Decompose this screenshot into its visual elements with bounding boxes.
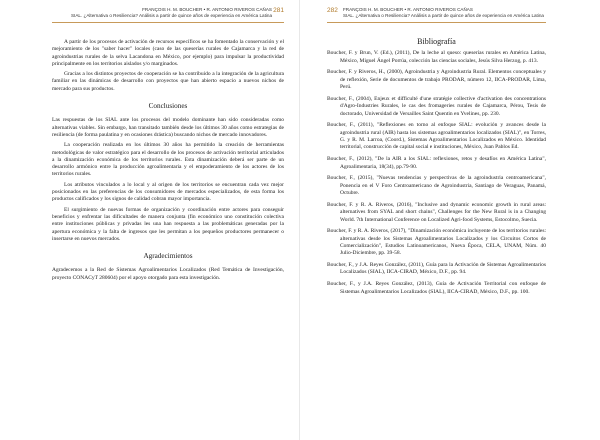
header-title: SIAL. ¿Alternativa o Resiliencia? Análisis a partir de quince años de experiencia en América Latina — [343, 13, 544, 18]
bibliography — [327, 38, 546, 301]
reference-entry: Boucher, F., y J.A. Reyes González, (2013), Guía de Activación Territorial con enfoque de Sistemas Agroalimentarios Localizados (SIAL), IICA-CIRAD, México, D.F., pp. 100. — [327, 281, 546, 295]
reference-entry: Boucher, F., (2011), "Reflexiones en torno al enfoque SIAL: evolución y avances desde la agroindustria rural (AIR) hasta los sistemas agroalimentarios localizados (SIAL)", en Torres, G. y R. M. Larroa, (Coord.), Sistemas Agroalimentarios Localizados en México. Identidad territorial, construcción de capital social e instituciones, México, Juan Pablos Ed. — [327, 122, 546, 151]
right-page — [300, 0, 600, 440]
paragraph: Las respuestas de los SIAL ante los procesos del modelo dominante han sido consideradas como alternativas viables. Sin embargo, han transitado también desde los últimos 30 años como estrategias de resiliencia (de forma paulatina y en ocasiones drástica) buscando nichos de mercado innovadores. — [52, 117, 284, 138]
header-authors: FRANÇOIS H. M. BOUCHER • R. ANTONIO RIVEROS CAÑAS — [142, 7, 272, 12]
acknowledgements-paragraph: Agradecemos a la Red de Sistemas Agroalimentarios Localizados (Red Temática de Investigación, proyecto CONACyT 280604) por el apoyo otorgado para esta investigación. — [52, 267, 284, 281]
reference-entry: Boucher, F. y Brun, V. (Ed.), (2011), De la leche al queso: queserías rurales en América Latina, México, Miguel Ángel Porrúa, colección las ciencias sociales, Jesús Silva Herzog, p. 413. — [327, 50, 546, 64]
left-body-text — [52, 39, 284, 285]
bibliography-heading: Bibliografía — [417, 37, 456, 46]
header-authors: FRANÇOIS H. M. BOUCHER • R. ANTONIO RIVEROS CAÑAS — [343, 7, 473, 12]
header-rule — [327, 22, 546, 23]
reference-entry: Boucher, F., (2012), "De la AIR a los SIAL: reflexiones, retos y desafíos en América Latina", Agroalimentaria, 18(34), pp.79-90. — [327, 156, 546, 170]
page-number: 282 — [327, 7, 338, 14]
reference-entry: Boucher, F. y R. A. Riveros, (2016), "Inclusive and dynamic economic growth in rural areas: alternatives from SYAL and short chains", Challenges for the New Rural is in a Changing World. 7th International Conference on Localized Agri-food Systems, Estocolmo, Suecia. — [327, 201, 546, 223]
reference-entry: Boucher, F. y Riveros, H., (2000), Agroindustria y Agroindustria Rural. Elementos conceptuales y de reflexión, Serie de documentos de trabajo PRODAR, número 12, IICA-PRODAR, Lima, Perú. — [327, 69, 546, 91]
reference-entry: Boucher, F., (2015), "Nuevas tendencias y perspectivas de la agroindustria centroamericana", Ponencia en el V Foro Centroamericano de Agroindustria, Santiago de Veraguas, Panamá, Octubre. — [327, 175, 546, 197]
paragraph: El surgimiento de nuevas formas de organización y coordinación entre actores para conseguir beneficios y enfrentar las dificultades de manera conjunta (fin económico uno constitución colectiva entre instituciones públicas y privadas les una han respuesta a las problemáticas generadas por la apertura económica y la falta de ingresos que les permitan a los pequeños productores permanecer o insertarse en nuevos mercados. — [52, 206, 284, 242]
running-header — [343, 7, 544, 19]
header-title: SIAL. ¿Alternativa o Resiliencia? Análisis a partir de quince años de experiencia en América Latina — [71, 13, 272, 18]
paragraph: Gracias a los distintos proyectos de cooperación se ha contribuido a la integración de la agricultura familiar en las dinámicas de desarrollo con proyectos que han abierto espacio a nuevos nichos de mercado para sus productos. — [52, 71, 284, 92]
paragraph: La cooperación realizada en los últimos 30 años ha permitido la creación de herramientas metodológicas de valor estratégico para el desarrollo de los procesos de activación territorial articulados a la dinamización económica de los territorios rurales. Esta dinamización deberá ser parte de un desarrollo armónico entre la producción agroalimentaria y el empoderamiento de los actores de los territorios rurales. — [52, 142, 284, 178]
page-number: 281 — [273, 7, 284, 14]
paragraph: A partir de los procesos de activación de recursos específicos se ha fomentado la conservación y el mejoramiento de los "saber hacer" locales (caso de las queserías rurales de Cajamarca y la red de agroindustrias rurales de la selva Lacandona en México, por ejemplo) para impulsar la productividad principalmente en los territorios aislados y/o marginados. — [52, 39, 284, 67]
section-heading-conclusions: Conclusiones — [148, 102, 188, 111]
reference-entry: Boucher, F. y R. A. Riveros, (2017), "Dinamización económica incluyente de los territorios rurales: alternativas desde los Sistemas Agroalimentarios Localizados y los Circuitos Cortos de Comercialización", Estudios Latinoamericanos, Nueva Época, CELA, UNAM, Núm. 40 Julio-Diciembre, pp. 39-58. — [327, 228, 546, 257]
section-heading-acknowledgements: Agradecimientos — [143, 252, 193, 261]
paragraph: Los atributos vinculados a lo local y al origen de los territorios se encuentran cada vez mejor posicionados en las preferencias de los consumidores de mercados especializados, de esta forma los productos calificados y los signos de calidad cobran mayor importancia. — [52, 181, 284, 203]
header-rule — [52, 22, 284, 23]
reference-entry: Boucher, F., y J.A. Reyes González, (2011), Guía para la Activación de Sistemas Agroalimentarios Localizados (SIAL), IICA-CIRAD, México, D.F., pp. 94. — [327, 262, 546, 276]
running-header — [71, 7, 272, 19]
reference-entry: Boucher, F., (2004), Enjeux et difficulté d'une stratégie collective d'activation des concentrations d'Agro-Industries Rurales, le cas des fromageries rurales de Cajamarca, Pérou, Tesis de doctorado, Universidad de Versailles Saint Quentin en Yvelines, pp. 230. — [327, 95, 546, 117]
